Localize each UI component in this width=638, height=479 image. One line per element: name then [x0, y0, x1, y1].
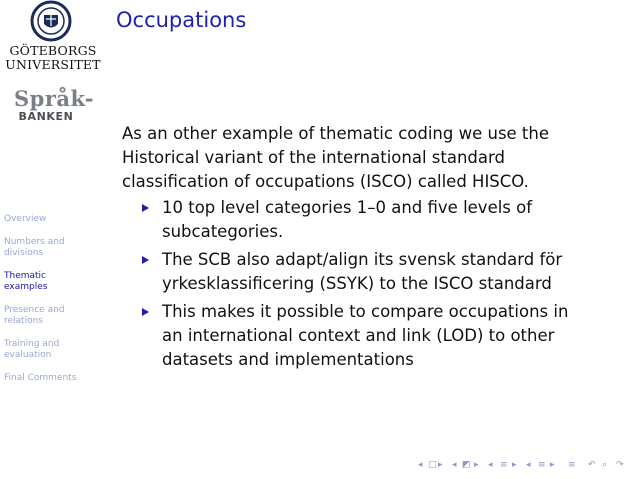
nav-item-thematic-examples[interactable]: [4, 271, 104, 293]
nav-item-label: examples: [4, 282, 48, 292]
next-section-icon[interactable]: ▸: [512, 460, 517, 470]
nav-item-label: Training and: [4, 339, 60, 349]
slide-title: Occupations: [116, 8, 247, 32]
section-icon[interactable]: ≡: [500, 460, 508, 470]
next-subsection-icon[interactable]: ▸: [474, 460, 479, 470]
intro-paragraph: [122, 122, 622, 194]
university-line-2: UNIVERSITET: [5, 57, 101, 72]
nav-item-label: Presence and: [4, 305, 65, 315]
bullet-list: [122, 196, 622, 372]
bullet-line: subcategories.: [162, 222, 284, 241]
nav-item-final-comments[interactable]: [4, 373, 104, 384]
nav-item-label: Thematic: [4, 271, 46, 281]
frame-icon[interactable]: □: [428, 460, 437, 470]
bullet-line: 10 top level categories 1–0 and five levels of: [162, 198, 533, 217]
slide-body: [122, 122, 622, 376]
sprakbanken-word: Språk-: [14, 86, 94, 111]
next-doc-icon[interactable]: ▸: [550, 460, 555, 470]
bullet-item: [122, 248, 622, 296]
subsection-icon[interactable]: ◩: [462, 460, 471, 470]
prev-doc-icon[interactable]: ◂: [526, 460, 531, 470]
nav-item-label: Overview: [4, 214, 47, 224]
bullet-line: an international context and link (LOD) to other: [162, 326, 555, 345]
next-slide-icon[interactable]: ▸: [438, 460, 443, 470]
search-back-icon[interactable]: ↶: [588, 460, 596, 470]
nav-item-overview[interactable]: [4, 214, 104, 225]
intro-line: Historical variant of the international standard: [122, 148, 505, 167]
nav-item-label: evaluation: [4, 350, 52, 360]
appendix-icon[interactable]: ≡: [568, 460, 576, 470]
nav-item-label: Numbers and: [4, 237, 65, 247]
doc-icon[interactable]: ≡: [538, 460, 546, 470]
university-line-1: GÖTEBORGS: [9, 43, 97, 58]
beamer-navigation-symbols: [418, 458, 632, 472]
bullet-triangle-icon: [142, 308, 149, 316]
bullet-line: yrkesklassificering (SSYK) to the ISCO standard: [162, 274, 552, 293]
university-seal-icon: [25, 0, 77, 42]
bullet-line: datasets and implementations: [162, 350, 414, 369]
nav-item-label: relations: [4, 316, 43, 326]
intro-line: As an other example of thematic coding we use the: [122, 124, 550, 143]
sprakbanken-logo: [10, 80, 94, 132]
prev-section-icon[interactable]: ◂: [488, 460, 493, 470]
section-navigation: [4, 214, 104, 396]
bullet-item: [122, 300, 622, 372]
search-forward-icon[interactable]: ↷: [616, 460, 624, 470]
nav-item-presence-and-relations[interactable]: [4, 305, 104, 327]
nav-item-label: divisions: [4, 248, 44, 258]
nav-item-label: Final Comments: [4, 373, 77, 383]
intro-line: classification of occupations (ISCO) called HISCO.: [122, 172, 529, 191]
sprakbanken-sub: BANKEN: [18, 110, 74, 123]
bullet-item: [122, 196, 622, 244]
sidebar: [0, 0, 106, 479]
nav-item-numbers-and-divisions[interactable]: [4, 237, 104, 259]
prev-subsection-icon[interactable]: ◂: [452, 460, 457, 470]
university-logo-text: [3, 44, 103, 72]
bullet-triangle-icon: [142, 204, 149, 212]
search-icon[interactable]: ⌕: [602, 460, 608, 470]
bullet-line: The SCB also adapt/align its svensk standard för: [162, 250, 563, 269]
bullet-triangle-icon: [142, 256, 149, 264]
first-slide-icon[interactable]: ◂: [418, 460, 423, 470]
bullet-line: This makes it possible to compare occupations in: [162, 302, 569, 321]
nav-item-training-and-evaluation[interactable]: [4, 339, 104, 361]
